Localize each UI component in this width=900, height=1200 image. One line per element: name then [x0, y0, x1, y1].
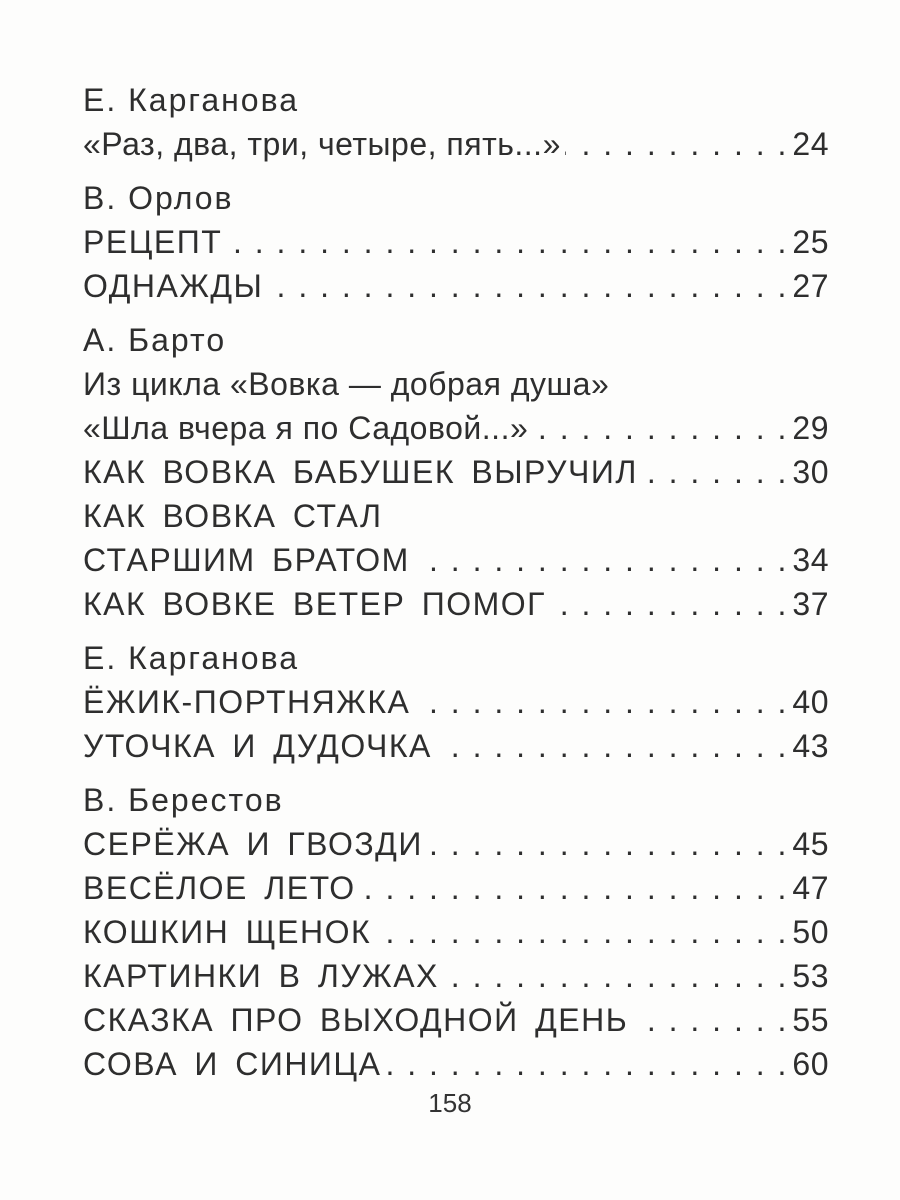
entry-title: КАК ВОВКА БАБУШЕК ВЫРУЧИЛ — [83, 454, 638, 490]
dot-leader — [267, 264, 788, 308]
entry-page-number: 50 — [792, 914, 829, 950]
entry-title: КОШКИН ЩЕНОК — [83, 914, 372, 950]
toc-entry — [83, 220, 829, 264]
page-number: 158 — [428, 1088, 472, 1118]
toc-section — [83, 78, 829, 166]
author-name: Е. Карганова — [83, 640, 300, 676]
entry-page-number: 27 — [792, 268, 829, 304]
entry-title: УТОЧКА И ДУДОЧКА — [83, 728, 432, 764]
toc-entry — [83, 582, 829, 626]
toc-entry — [83, 406, 829, 450]
entry-title: «Раз, два, три, четыре, пять...» — [83, 126, 561, 162]
entry-title: КАК ВОВКЕ ВЕТЕР ПОМОГ — [83, 586, 546, 622]
toc-section — [83, 636, 829, 768]
author-name: Е. Карганова — [83, 82, 300, 118]
entry-title: КАРТИНКИ В ЛУЖАХ — [83, 958, 439, 994]
entry-title: КАК ВОВКА СТАЛ — [83, 498, 383, 534]
toc-section — [83, 318, 829, 626]
entry-page-number: 47 — [792, 870, 829, 906]
entry-page-number: 24 — [792, 126, 829, 162]
entry-title: СТАРШИМ БРАТОМ — [83, 542, 410, 578]
entry-title: ВЕСЁЛОЕ ЛЕТО — [83, 870, 356, 906]
table-of-contents — [83, 78, 829, 1096]
toc-entry — [83, 680, 829, 724]
toc-entry — [83, 1042, 829, 1086]
entry-page-number: 37 — [792, 586, 829, 622]
dot-leader — [414, 680, 788, 724]
toc-entry — [83, 866, 829, 910]
toc-entry — [83, 910, 829, 954]
entry-page-number: 25 — [792, 224, 829, 260]
dot-leader — [565, 122, 789, 166]
entry-page-number: 45 — [792, 826, 829, 862]
entry-title: РЕЦЕПТ — [83, 224, 223, 260]
entry-page-number: 40 — [792, 684, 829, 720]
dot-leader — [550, 582, 788, 626]
toc-entry — [83, 362, 829, 406]
toc-entry — [83, 494, 829, 538]
author-name: В. Берестов — [83, 782, 284, 818]
dot-leader — [443, 954, 789, 998]
toc-entry — [83, 954, 829, 998]
toc-entry — [83, 264, 829, 308]
entry-title: ОДНАЖДЫ — [83, 268, 264, 304]
entry-page-number: 29 — [792, 410, 829, 446]
author-name: А. Барто — [83, 322, 227, 358]
dot-leader — [385, 1042, 788, 1086]
entry-page-number: 60 — [792, 1046, 829, 1082]
dot-leader — [414, 538, 789, 582]
toc-section — [83, 778, 829, 1086]
toc-section — [83, 176, 829, 308]
toc-entry — [83, 724, 829, 768]
entry-page-number: 34 — [792, 542, 829, 578]
entry-title: СКАЗКА ПРО ВЫХОДНОЙ ДЕНЬ — [83, 1002, 629, 1038]
entry-page-number: 55 — [792, 1002, 829, 1038]
dot-leader — [375, 910, 788, 954]
entry-title: ЁЖИК-ПОРТНЯЖКА — [83, 684, 411, 720]
entry-page-number: 43 — [792, 728, 829, 764]
entry-page-number: 30 — [792, 454, 829, 490]
entry-page-number: 53 — [792, 958, 829, 994]
entry-title: СОВА И СИНИЦА — [83, 1046, 382, 1082]
dot-leader — [642, 450, 789, 494]
author-name: В. Орлов — [83, 180, 234, 216]
dot-leader — [360, 866, 789, 910]
toc-entry — [83, 538, 829, 582]
dot-leader — [436, 724, 789, 768]
dot-leader — [427, 822, 789, 866]
toc-entry — [83, 450, 829, 494]
toc-entry — [83, 822, 829, 866]
dot-leader — [226, 220, 788, 264]
toc-entry — [83, 122, 829, 166]
entry-title: «Шла вчера я по Садовой...» — [83, 410, 529, 446]
entry-title: Из цикла «Вовка — добрая душа» — [83, 366, 610, 402]
entry-title: СЕРЁЖА И ГВОЗДИ — [83, 826, 423, 862]
dot-leader — [532, 406, 788, 450]
dot-leader — [632, 998, 788, 1042]
toc-entry — [83, 998, 829, 1042]
